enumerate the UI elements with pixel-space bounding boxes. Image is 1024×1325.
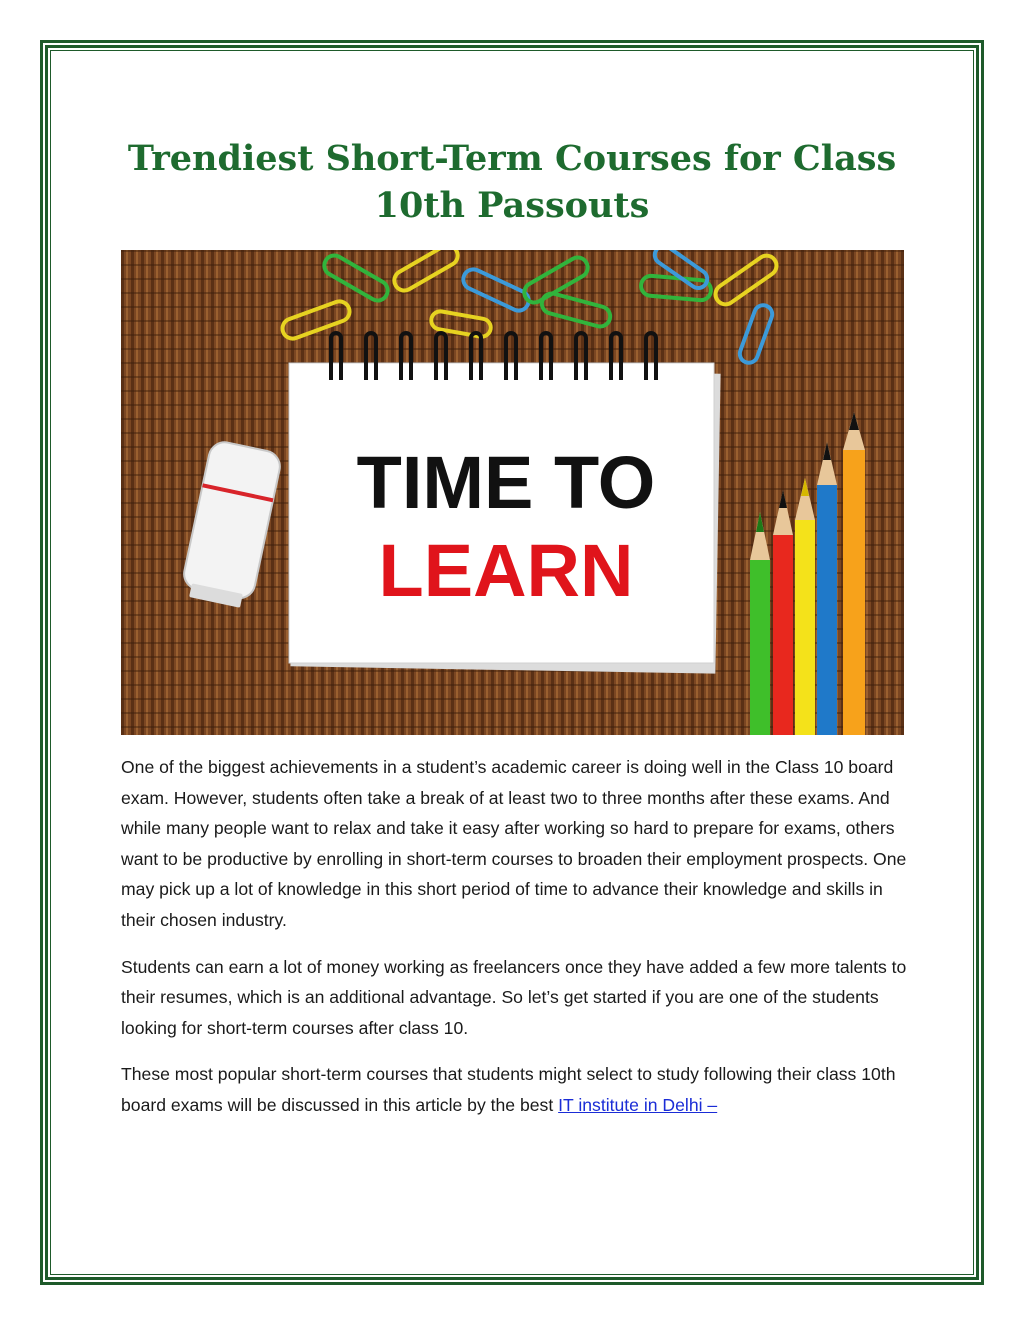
notepad-text-time-to: TIME TO [356,441,656,524]
paragraph-3 [121,1059,911,1120]
article-body [121,752,911,1137]
title-line-2: 10th Passouts [374,185,650,226]
paragraph-3-text: These most popular short-term courses that students might select to study following their class 10th board exams will be discussed in this article by the best [121,1064,896,1115]
pencil-yellow [795,478,815,735]
title-line-1: Trendiest Short-Term Courses for Class [127,138,897,179]
page-title [120,135,904,229]
it-institute-link[interactable]: IT institute in Delhi – [558,1094,718,1115]
paragraph-2: Students can earn a lot of money working as freelancers once they have added a few more talents to their resumes, which is an additional advantage. So let’s get started if you are one of the students looking for short-term courses after class 10. [121,956,907,1038]
notepad [289,333,721,674]
paragraph-1: One of the biggest achievements in a student’s academic career is doing well in the Class 10 board exam. However, students often take a break of at least two to three months after these exams. And while many people want to relax and take it easy after working so hard to prepare for exams, others want to be productive by enrolling in short-term courses to broaden their employment prospects. One may pick up a lot of knowledge in this short period of time to advance their knowledge and skills in their chosen industry. [121,757,907,930]
time-to-learn-photo [121,250,904,735]
pencil-orange [843,412,865,735]
notepad-text-learn: LEARN [378,529,634,612]
pencil-red [773,490,793,735]
pencil-blue [817,442,837,735]
